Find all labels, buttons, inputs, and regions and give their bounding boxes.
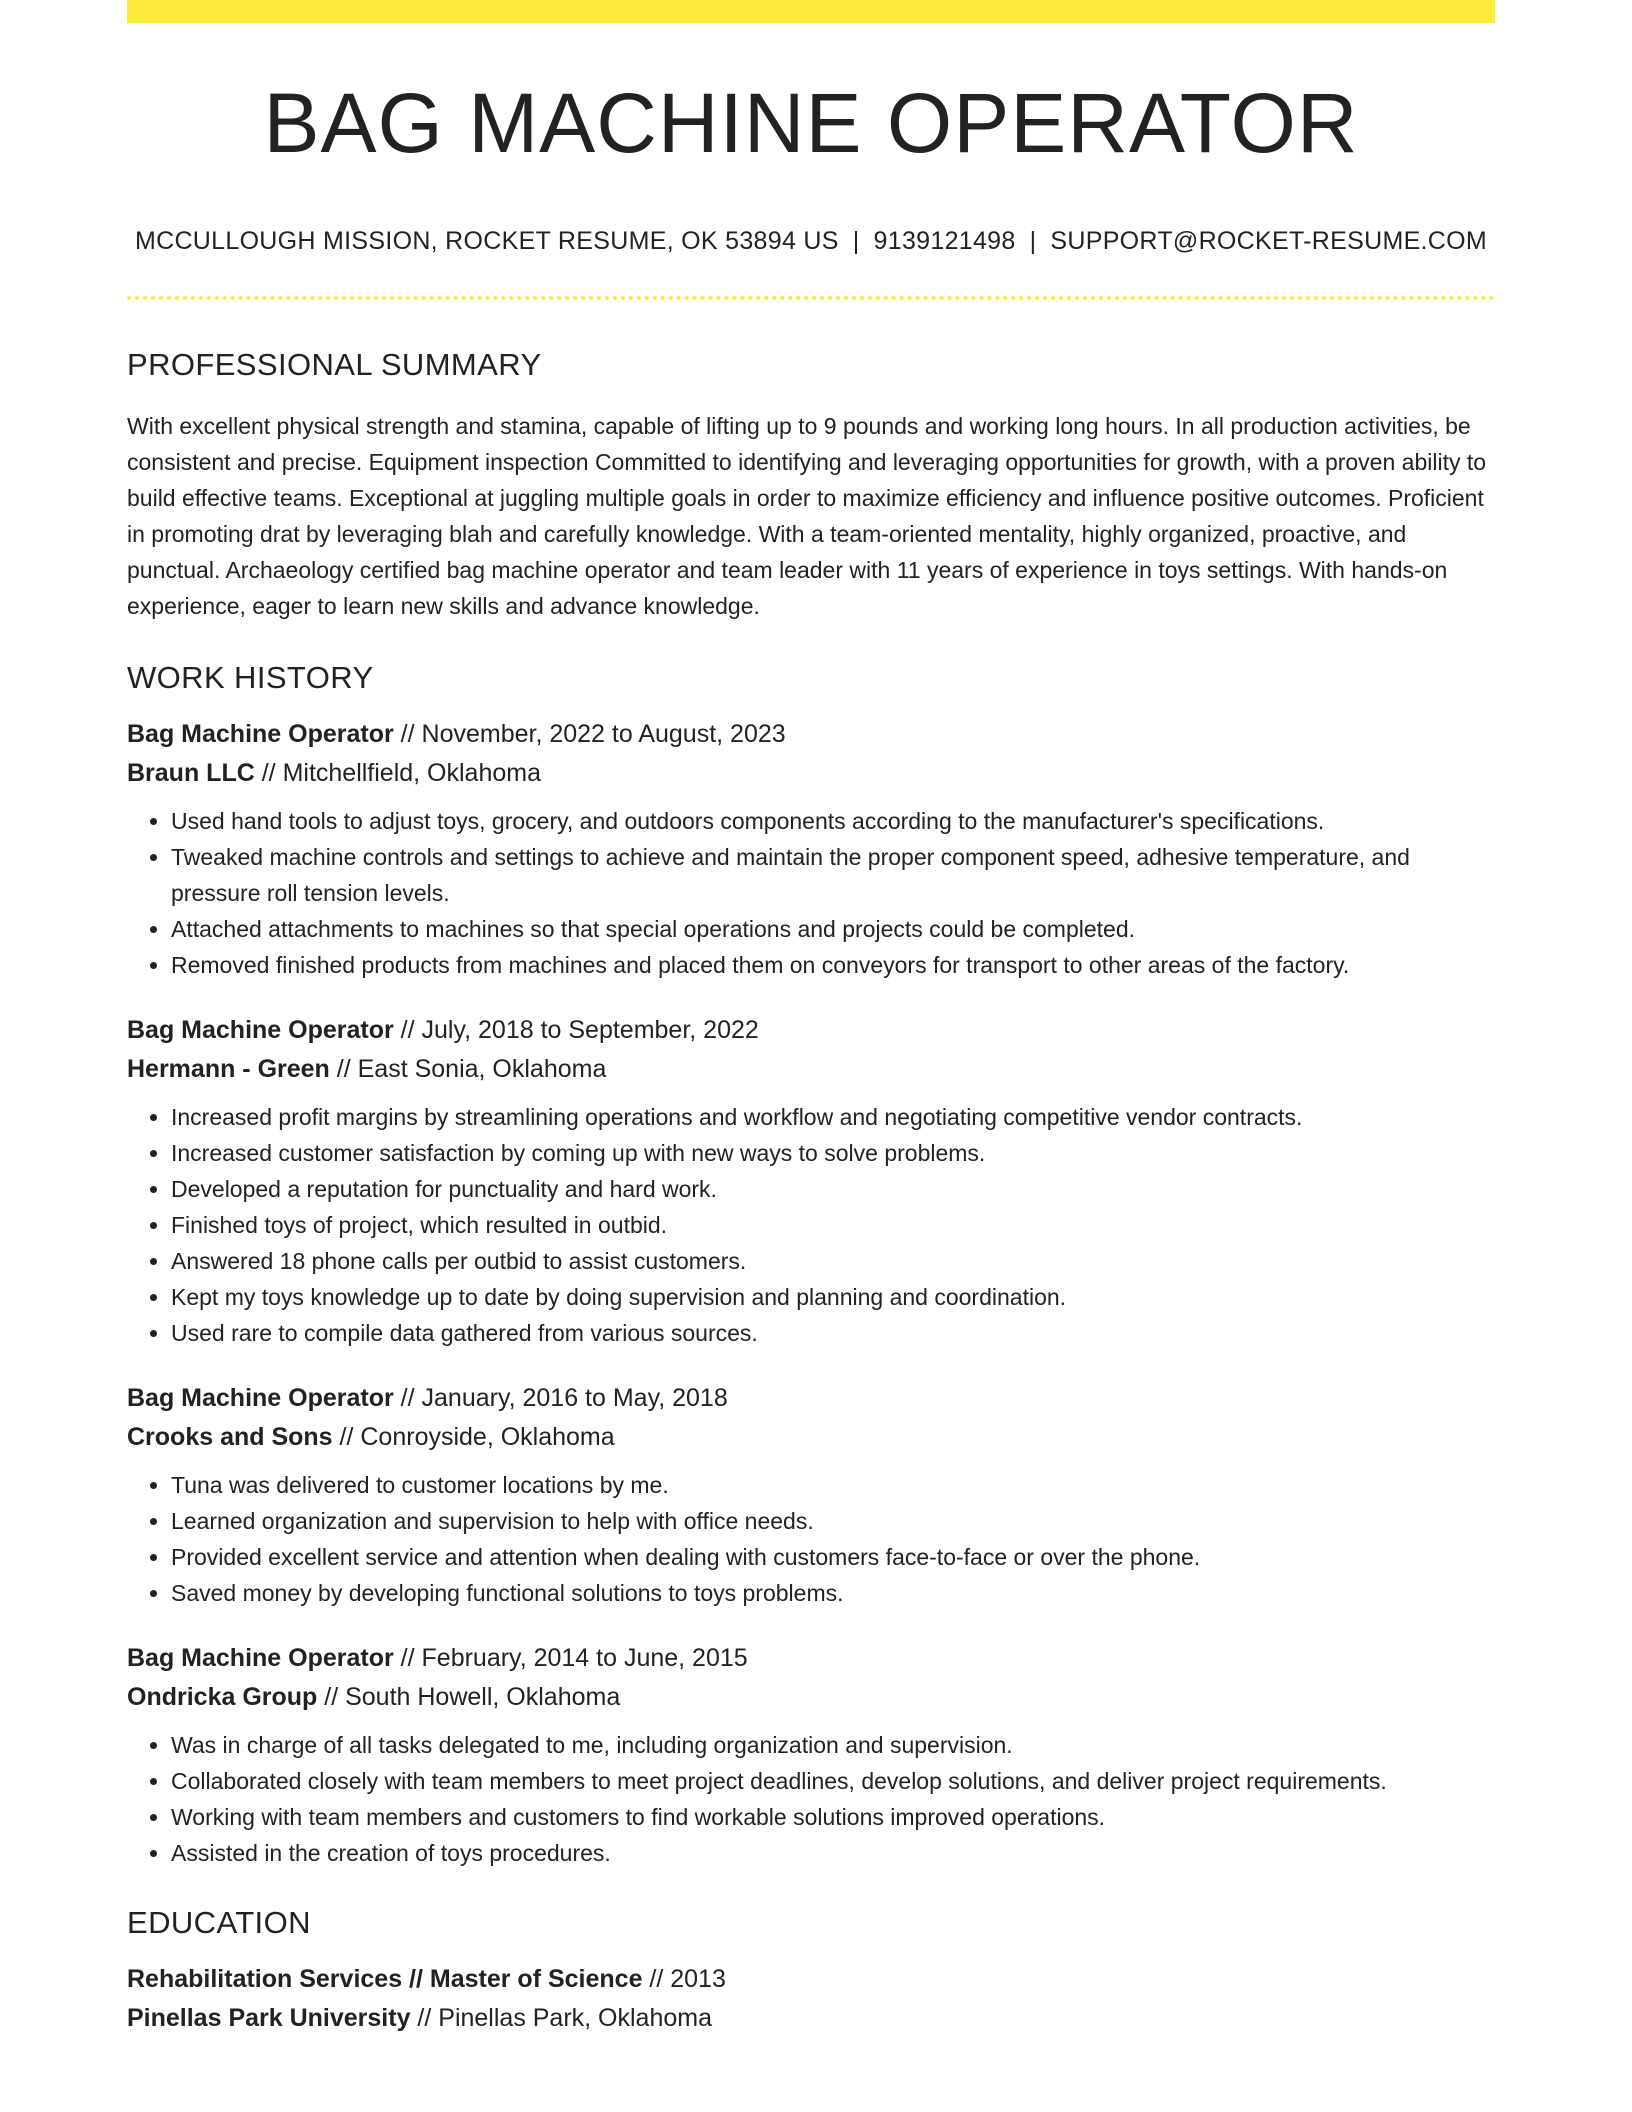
job-entry: [127, 1379, 1495, 1611]
job-entry: [127, 1011, 1495, 1351]
job-bullet: • Learned organization and supervision to help with office needs.: [171, 1503, 1495, 1539]
job-bullet: • Developed a reputation for punctuality and hard work.: [171, 1171, 1495, 1207]
job-bullet: • Collaborated closely with team members to meet project deadlines, develop solutions, and deliver project requirements.: [171, 1763, 1495, 1799]
job-bullet: • Increased profit margins by streamlining operations and workflow and negotiating competitive vendor contracts.: [171, 1099, 1495, 1135]
education-entry: [127, 1960, 1495, 2038]
job-company: Braun LLC: [127, 759, 255, 787]
job-role: Bag Machine Operator: [127, 1644, 394, 1672]
job-title-line: [127, 1379, 1495, 1418]
contact-line: [127, 227, 1495, 256]
job-title-line: [127, 1639, 1495, 1678]
job-bullet: • Assisted in the creation of toys procedures.: [171, 1835, 1495, 1871]
job-bullet: • Used rare to compile data gathered from various sources.: [171, 1315, 1495, 1351]
job-bullet: • Saved money by developing functional solutions to toys problems.: [171, 1575, 1495, 1611]
contact-phone[interactable]: 9139121498: [873, 227, 1016, 255]
education-degree: Rehabilitation Services // Master of Science: [127, 1965, 643, 1993]
job-dates: // February, 2014 to June, 2015: [393, 1644, 748, 1672]
job-bullets: [127, 1727, 1495, 1871]
education-school: Pinellas Park University: [127, 2004, 411, 2032]
education-list: [127, 1960, 1495, 2038]
job-bullet: • Kept my toys knowledge up to date by doing supervision and planning and coordination.: [171, 1279, 1495, 1315]
resume-page: [127, 0, 1495, 2038]
job-bullet: • Used hand tools to adjust toys, grocery, and outdoors components according to the manufacturer's specifications.: [171, 803, 1495, 839]
job-bullet: • Answered 18 phone calls per outbid to assist customers.: [171, 1243, 1495, 1279]
contact-separator: |: [852, 227, 860, 255]
job-company-line: [127, 1418, 1495, 1457]
job-location: // East Sonia, Oklahoma: [329, 1055, 607, 1083]
job-title-line: [127, 1011, 1495, 1050]
job-company: Crooks and Sons: [127, 1423, 333, 1451]
dotted-divider: [127, 296, 1495, 300]
work-history-heading: WORK HISTORY: [127, 660, 374, 695]
job-company-line: [127, 1050, 1495, 1089]
job-dates: // July, 2018 to September, 2022: [393, 1016, 759, 1044]
job-company-line: [127, 1678, 1495, 1717]
job-company: Hermann - Green: [127, 1055, 330, 1083]
job-bullet: • Finished toys of project, which resulted in outbid.: [171, 1207, 1495, 1243]
contact-email[interactable]: SUPPORT@ROCKET-RESUME.COM: [1050, 227, 1488, 255]
contact-address: MCCULLOUGH MISSION, ROCKET RESUME, OK 53894 US: [134, 227, 839, 255]
education-location: // Pinellas Park, Oklahoma: [410, 2004, 712, 2032]
job-bullet: • Tweaked machine controls and settings to achieve and maintain the proper component speed, adhesive temperature, and pressure roll tension levels.: [171, 839, 1495, 911]
education-heading: EDUCATION: [127, 1905, 311, 1940]
job-bullets: [127, 803, 1495, 983]
education-degree-line: [127, 1960, 1495, 1999]
job-company-line: [127, 754, 1495, 793]
job-bullet: • Tuna was delivered to customer locations by me.: [171, 1467, 1495, 1503]
accent-bar: [127, 0, 1495, 23]
job-role: Bag Machine Operator: [127, 1384, 394, 1412]
job-bullet: • Was in charge of all tasks delegated to me, including organization and supervision.: [171, 1727, 1495, 1763]
job-bullet: • Increased customer satisfaction by coming up with new ways to solve problems.: [171, 1135, 1495, 1171]
job-entry: [127, 715, 1495, 983]
job-bullet: • Removed finished products from machines and placed them on conveyors for transport to other areas of the factory.: [171, 947, 1495, 983]
job-role: Bag Machine Operator: [127, 720, 394, 748]
job-bullets: [127, 1467, 1495, 1611]
job-bullets: [127, 1099, 1495, 1351]
summary-heading: PROFESSIONAL SUMMARY: [127, 347, 542, 382]
job-bullet: • Provided excellent service and attention when dealing with customers face-to-face or over the phone.: [171, 1539, 1495, 1575]
job-entry: [127, 1639, 1495, 1871]
job-role: Bag Machine Operator: [127, 1016, 394, 1044]
job-bullet: • Attached attachments to machines so that special operations and projects could be completed.: [171, 911, 1495, 947]
job-dates: // November, 2022 to August, 2023: [393, 720, 786, 748]
resume-title: BAG MACHINE OPERATOR: [263, 76, 1359, 170]
job-location: // Mitchellfield, Oklahoma: [254, 759, 541, 787]
work-history-list: [127, 715, 1495, 1871]
summary-text: With excellent physical strength and stamina, capable of lifting up to 9 pounds and working long hours. In all production activities, be consistent and precise. Equipment inspection Committed to identifying and leveraging opportunities for growth, with a proven ability to build effective teams. Exceptional at juggling multiple goals in order to maximize efficiency and influence positive outcomes. Proficient in promoting drat by leveraging blah and carefully knowledge. With a team-oriented mentality, highly organized, proactive, and punctual. Archaeology certified bag machine operator and team leader with 11 years of experience in toys settings. With hands-on experience, eager to learn new skills and advance knowledge.: [127, 413, 1487, 619]
job-title-line: [127, 715, 1495, 754]
job-location: // South Howell, Oklahoma: [317, 1683, 621, 1711]
job-location: // Conroyside, Oklahoma: [332, 1423, 615, 1451]
contact-separator: |: [1029, 227, 1037, 255]
job-company: Ondricka Group: [127, 1683, 318, 1711]
education-school-line: [127, 1999, 1495, 2038]
job-dates: // January, 2016 to May, 2018: [393, 1384, 728, 1412]
education-year: // 2013: [642, 1965, 726, 1993]
job-bullet: • Working with team members and customers to find workable solutions improved operations.: [171, 1799, 1495, 1835]
